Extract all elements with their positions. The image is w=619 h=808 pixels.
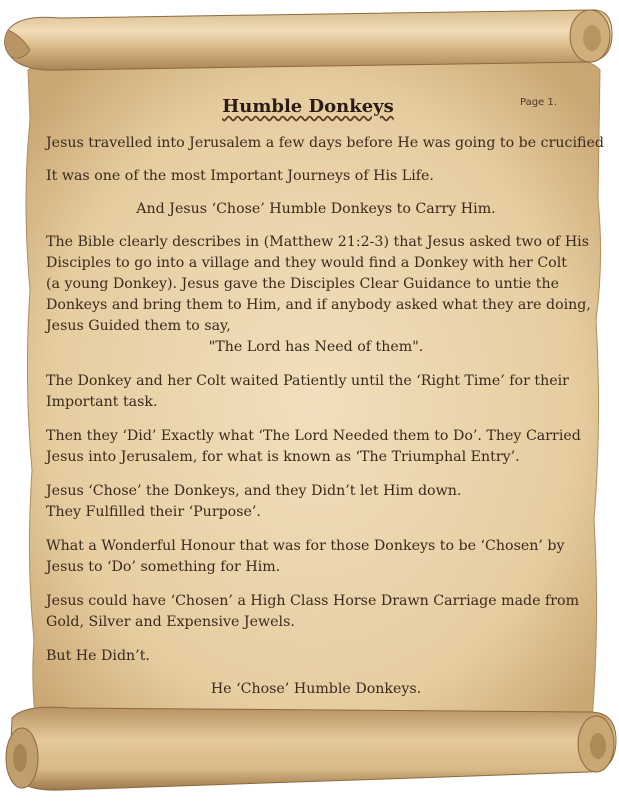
text-line: (a young Donkey). Jesus gave the Disciples Clear Guidance to untie the xyxy=(46,276,560,292)
text-line: The Bible clearly describes in (Matthew 21:2-3) that Jesus asked two of His xyxy=(46,234,590,250)
text-line: And Jesus ‘Chose’ Humble Donkeys to Carry Him. xyxy=(136,201,496,217)
text-line: The Donkey and her Colt waited Patiently until the ‘Right Time’ for their xyxy=(46,373,569,389)
text-line: Then they ‘Did’ Exactly what ‘The Lord Needed them to Do’. They Carried xyxy=(46,428,581,444)
text-line: Disciples to go into a village and they would find a Donkey with her Colt xyxy=(46,255,567,271)
page-title: Humble Donkeys xyxy=(222,96,394,117)
text-line: Jesus ‘Chose’ the Donkeys, and they Didn’t let Him down. xyxy=(46,483,462,499)
text-line: They Fulfilled their ‘Purpose’. xyxy=(46,504,261,520)
quote-line: "The Lord has Need of them". xyxy=(208,339,424,355)
text-line: But He Didn’t. xyxy=(46,648,150,664)
text-line: Jesus into Jerusalem, for what is known as ‘The Triumphal Entry’. xyxy=(46,449,520,465)
text-line: Jesus Guided them to say, xyxy=(46,318,231,334)
text-line: It was one of the most Important Journeys of His Life. xyxy=(46,168,434,184)
text-line: Jesus to ‘Do’ something for Him. xyxy=(46,559,281,575)
closing-line: He ‘Chose’ Humble Donkeys. xyxy=(210,681,422,697)
text-line: Jesus travelled into Jerusalem a few days before He was going to be crucified xyxy=(46,135,604,151)
text-line: Donkeys and bring them to Him, and if anybody asked what they are doing, xyxy=(46,297,591,313)
text-line: What a Wonderful Honour that was for those Donkeys to be ‘Chosen’ by xyxy=(46,538,565,554)
page-number: Page 1. xyxy=(520,97,557,108)
text-line: Important task. xyxy=(46,394,158,410)
text-line: Gold, Silver and Expensive Jewels. xyxy=(46,614,295,630)
text-line: Jesus could have ‘Chosen’ a High Class Horse Drawn Carriage made from xyxy=(46,593,580,609)
